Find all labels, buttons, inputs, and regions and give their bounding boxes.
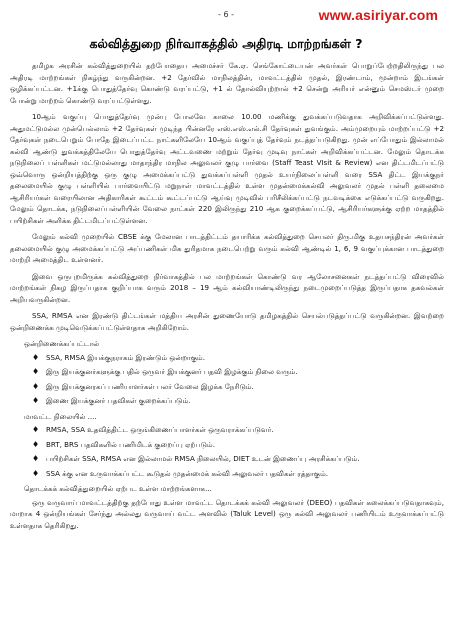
list-item-text: SSA க்கு என உருவாக்கப்பட்ட கூடுதல் முதன்மைக் கல்வி அலுவலர் பதவிகள் ரத்தாகும். — [46, 468, 329, 478]
diamond-bullet-icon: ♦ — [32, 396, 40, 405]
list-item — [10, 439, 444, 451]
list-item-text: பயிற்சிகள் SSA, RMSA என இல்லாமல் RMSA நிலையில், DIET உடன் இணைப்பு அரசிக்கப்படும். — [46, 454, 360, 463]
list-item — [10, 453, 444, 465]
group2-label: மாவட்ட நிலையில் .... — [24, 411, 97, 421]
group2-list — [10, 424, 444, 479]
paragraph: SSA, RMSA என இரண்டு திட்டங்கள் மத்திய அரசின் துணையோடு தமிழகத்தில் செயல்படுத்தப்பட்டு வருகின்றன. இவற்றை ஒன்றிணைக்க முடிவெடுக்கப்பட்டுள்ளதாக அறிகிறோம். — [10, 311, 444, 332]
closing-paragraph: ஒரு வருவாய் மாவட்டத்திற்கு தற்போது உள்ள மாவட்ட தொடக்கக் கல்வி அலுவலர் (DEEO) பதவிகள் கலைக்கப்படுவதாகவும், மாறாக 4 ஒன்றியங்கள் சேர்ந்து அல்லது வருவாய் வட்ட அளவில் (Taluk Level) ஒரு கல்வி அலுவலர் பணியிடம் உருவாக்கப்பட்டு உள்ளதாக தெரிகிறது. — [10, 497, 444, 530]
group1-label: ஒன்றிணைக்கப்பட்டால் — [24, 339, 100, 348]
list-item — [10, 352, 444, 364]
diamond-bullet-icon: ♦ — [32, 425, 40, 434]
paragraph: 10ஆம் வகுப்பு பொதுத்தேர்வு முன்பு போலவே காலை 10.00 மணிக்கு துவக்கப்படுவதாக அறிவிக்கப்பட்டுள்ளது. அதுமட்டுமல்ல முன்பெல்லாம் +2 தேர்வுகள் முடிந்த பின்னரே எஸ்.எஸ்.எல்.சி தேர்வுகள் துவங்கும். அம்முறையும் மாற்றப்பட்டு +2 தேர்வுகள் நடைபெறும் போதே இடைப்பட்ட நாட்களிலேயே 10ஆம் வகுப்புத் தேர்வும் நடத்தப்படுகிறது. முன் எப்போதும் இல்லாமல் கல்வி ஆண்டு துவக்கத்திலேயே பொதுத்தேர்வு அட்டவணை மற்றும் தேர்வு முடிவு நாட்கள் அறிவிக்கப்பட்டன. மேலும் தொடக்க நடுநிலைப் பள்ளிகள் மட்டுமல்லாது மாதாந்திர மாநில அலுவலர் குழு பார்வை (Staff Teast VIsit & Review) என திட்டமிடப்பட்டு ஒவ்வொரு ஒன்றியத்திற்கு ஒரு குழு அமைக்கப்பட்டு துவக்கப்பள்ளி முதல் உயர்நிலைப்பள்ளி வரை SSA திட்ட இயக்குநர் தலைமையில் குழு பள்ளியில் பார்வையிட்டு மறுநாள் மாவட்டத்தில் உள்ள முதன்மைக்கல்வி அலுவலர் முதல் பள்ளி தலைமை ஆசிரியர்கள் வரையிலான அதிகாரிகள் கூட்டம் கூட்டப்பட்டு ஆய்வு முடிவில் பரிசீலிக்கப்பட்டு நடவடிக்கை எடுக்கப்பட்டு வருகிறது. மேலும் தொடக்க, நடுநிலைப்பள்ளியின் வேலை நாட்கள் 220 இலிருந்து 210 ஆக குறைக்கப்பட்டு, ஆசிரியர்களுக்கு ஏற்ற மாதத்தில் பயிற்சிகள் அளிக்க திட்டமிடப்பட்டுள்ளன. — [10, 112, 445, 225]
list-item-text: RMSA, SSA உதவித்திட்ட ஒருங்கிணைப்பாளர்கள் ஒருவராக்கப்படுவர். — [46, 425, 274, 434]
diamond-bullet-icon: ♦ — [32, 468, 40, 478]
list-item-text: இணை இயக்குனர் பதவிகள் குறைக்கப்படும். — [46, 396, 191, 405]
list-item — [10, 366, 444, 378]
diamond-bullet-icon: ♦ — [32, 352, 40, 362]
list-item-text: SSA, RMSA இயக்குநராகம் இரண்டும் ஒன்றாகும். — [46, 352, 205, 362]
paragraph: இவை ஒருபுறமிருக்க கல்வித்துறை நிர்வாகத்தில் பல மாற்றங்கள் கொண்டு வர ஆலோசனைகள் நடத்தப்பட்டு விரைவில் மாற்றங்கள் நிகழ இருப்பதாக குறிப்பாக வரும் 2018 – 19 ஆம் கல்வியாண்டிலிருந்து நடைமுறைப்படுத்த இருப்பதாக தகவல்கள் அறியவருகின்றன. — [10, 271, 444, 304]
paragraph: மேலும் கல்வி முறையில் CBSE க்கு மேலான பாடத்திட்டம் தயாரிக்க கல்வித்துறை செயலர் திரு.மிகு உதயசந்திரன் அவர்கள் தலைமையில் குழு அமைக்கப்பட்டு அப்பணிகள் மிக துரிதமாக நடைபெற்று வரும் கல்வி ஆண்டில் 1, 6, 9 வகுப்புக்கான பாடத்துறை மாற்றி அமைத்திட உள்ளனர். — [10, 232, 444, 264]
list-item — [10, 395, 444, 407]
article-body — [10, 60, 444, 536]
list-item-text: இரு இயக்குனரகப் பணியாளர்கள் பலர் வேலை இழக்க நேரிடும். — [46, 381, 254, 391]
page-number: - 6 - — [218, 10, 234, 19]
list-item — [10, 381, 444, 393]
list-item-text: இரு இயக்குனர்களுக்கு பதில் ஒருவர் இயக்குனர் பதவி இழக்கும் நிலை வரும். — [46, 367, 298, 376]
list-item — [10, 424, 444, 436]
list-item — [10, 468, 444, 480]
list-item-text: BRT, BRS பதவிகளில் பணிமிடக் குறைப்பு ஏற்படும். — [46, 439, 215, 449]
site-watermark[interactable]: www.asiriyar.com — [318, 7, 438, 23]
paragraph: தமிழக அரசின் கல்வித்துறையில் தற்போதைய அமைச்சர் கே.ஏ. செங்கோட்டையன் அவர்கள் பொறுப்பேற்றதிலிருந்து பல அதிரடி மாற்றங்கள் நிகழ்ந்து வருகின்றன. +2 தேர்வில் மாநிலத்தின், மாவட்டத்தில் முதல், இரண்டாம், மூன்றாம் இடங்கள் ஒழிக்கப்பட்டன. +1க்கு பொதுத்தேர்வு கொண்டு வரப்பட்டு, +1 ல் தோல்வியுற்றால் +2 சென்று அரியர் என்னும் செமஸ்டர் முறை போன்று மாற்றம் கொண்டு வரப்பட்டுள்ளது. — [10, 61, 444, 105]
article-title: கல்வித்துறை நிர்வாகத்தில் அதிரடி மாற்றங்கள் ? — [89, 36, 363, 51]
diamond-bullet-icon: ♦ — [32, 454, 40, 463]
diamond-bullet-icon: ♦ — [32, 381, 40, 391]
closing-label: தொடக்கக் கல்வித்துறையில் ஏற்பட உள்ள மாற்றங்களாக... — [24, 484, 212, 493]
diamond-bullet-icon: ♦ — [32, 439, 40, 449]
group1-list — [10, 352, 444, 407]
diamond-bullet-icon: ♦ — [32, 367, 40, 376]
